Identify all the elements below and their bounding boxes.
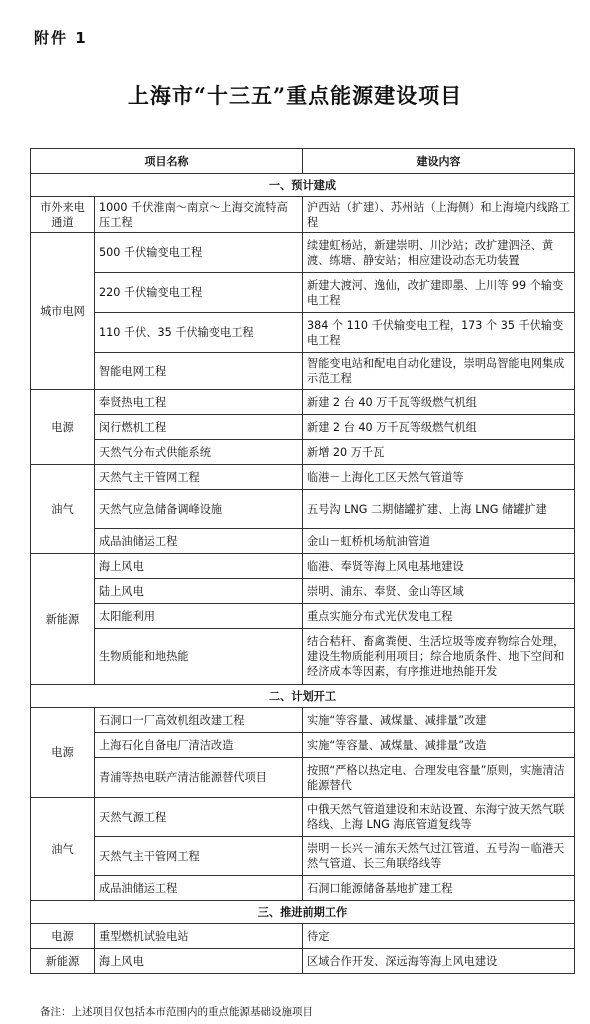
- project-name-cell: 生物质能和地热能: [95, 629, 303, 685]
- category-cell: 油气: [31, 798, 95, 901]
- table-row: [31, 313, 575, 353]
- table-row: [31, 529, 575, 554]
- category-cell: 电源: [31, 924, 95, 949]
- table-row: [31, 273, 575, 313]
- table-row: [31, 798, 575, 837]
- table-row: [31, 837, 575, 876]
- table-row: [31, 390, 575, 415]
- table-row: [31, 604, 575, 629]
- content-cell: 沪西站（扩建）、苏州站（上海侧）和上海境内线路工程: [303, 197, 575, 233]
- section-title: 一、预计建成: [31, 174, 575, 197]
- project-name-cell: 闵行燃机工程: [95, 415, 303, 440]
- table-row: [31, 733, 575, 758]
- projects-table: [30, 148, 575, 974]
- table-row: [31, 629, 575, 685]
- table-row: [31, 233, 575, 273]
- content-cell: 实施“等容量、减煤量、减排量”改建: [303, 708, 575, 733]
- table-row: [31, 876, 575, 901]
- table-row: [31, 353, 575, 390]
- project-name-cell: 天然气源工程: [95, 798, 303, 837]
- category-cell: 新能源: [31, 554, 95, 685]
- content-cell: 新建 2 台 40 万千瓦等级燃气机组: [303, 415, 575, 440]
- section-row: [31, 685, 575, 708]
- project-name-cell: 石洞口一厂高效机组改建工程: [95, 708, 303, 733]
- category-cell: 电源: [31, 708, 95, 798]
- project-name-cell: 成品油储运工程: [95, 876, 303, 901]
- table-row: [31, 579, 575, 604]
- content-cell: 新建 2 台 40 万千瓦等级燃气机组: [303, 390, 575, 415]
- project-name-cell: 上海石化自备电厂清洁改造: [95, 733, 303, 758]
- content-cell: 重点实施分布式光伏发电工程: [303, 604, 575, 629]
- attachment-label: 附件 1: [34, 29, 88, 47]
- content-cell: 按照“严格以热定电、合理发电容量”原则，实施清洁能源替代: [303, 758, 575, 798]
- table-row: [31, 197, 575, 233]
- category-cell: 油气: [31, 465, 95, 554]
- content-cell: 石洞口能源储备基地扩建工程: [303, 876, 575, 901]
- section-row: [31, 174, 575, 197]
- content-cell: 新增 20 万千瓦: [303, 440, 575, 465]
- table-row: [31, 758, 575, 798]
- table-row: [31, 949, 575, 974]
- project-name-cell: 1000 千伏淮南～南京～上海交流特高压工程: [95, 197, 303, 233]
- section-title: 三、推进前期工作: [31, 901, 575, 924]
- content-cell: 新建大渡河、逸仙，改扩建即墨、上川等 99 个输变电工程: [303, 273, 575, 313]
- project-name-cell: 天然气主干管网工程: [95, 465, 303, 490]
- content-cell: 区域合作开发、深远海等海上风电建设: [303, 949, 575, 974]
- project-name-cell: 奉贤热电工程: [95, 390, 303, 415]
- project-name-cell: 海上风电: [95, 949, 303, 974]
- content-cell: 临港－上海化工区天然气管道等: [303, 465, 575, 490]
- category-cell: 市外来电通道: [31, 197, 95, 233]
- table-row: [31, 415, 575, 440]
- project-name-cell: 天然气应急储备调峰设施: [95, 490, 303, 529]
- project-name-cell: 智能电网工程: [95, 353, 303, 390]
- content-cell: 中俄天然气管道建设和末站设置、东海宁波天然气联络线、上海 LNG 海底管道复线等: [303, 798, 575, 837]
- project-name-cell: 陆上风电: [95, 579, 303, 604]
- table-row: [31, 924, 575, 949]
- project-name-cell: 天然气分布式供能系统: [95, 440, 303, 465]
- section-title: 二、计划开工: [31, 685, 575, 708]
- content-cell: 续建虹杨站，新建崇明、川沙站；改扩建泗泾、黄渡、练塘、静安站；相应建设动态无功装置: [303, 233, 575, 273]
- col-header-content: 建设内容: [303, 149, 575, 174]
- table-row: [31, 554, 575, 579]
- page-title: 上海市“十三五”重点能源建设项目: [127, 83, 463, 108]
- project-name-cell: 天然气主干管网工程: [95, 837, 303, 876]
- category-cell: 新能源: [31, 949, 95, 974]
- content-cell: 待定: [303, 924, 575, 949]
- content-cell: 五号沟 LNG 二期储罐扩建、上海 LNG 储罐扩建: [303, 490, 575, 529]
- category-cell: 电源: [31, 390, 95, 465]
- table-header-row: [31, 149, 575, 174]
- content-cell: 实施“等容量、减煤量、减排量”改造: [303, 733, 575, 758]
- project-name-cell: 青浦等热电联产清洁能源替代项目: [95, 758, 303, 798]
- table-row: [31, 490, 575, 529]
- table-body: [31, 174, 575, 974]
- table-row: [31, 440, 575, 465]
- category-cell: 城市电网: [31, 233, 95, 390]
- col-header-project-name: 项目名称: [31, 149, 303, 174]
- project-name-cell: 500 千伏输变电工程: [95, 233, 303, 273]
- project-name-cell: 110 千伏、35 千伏输变电工程: [95, 313, 303, 353]
- project-name-cell: 成品油储运工程: [95, 529, 303, 554]
- project-name-cell: 太阳能利用: [95, 604, 303, 629]
- project-name-cell: 220 千伏输变电工程: [95, 273, 303, 313]
- content-cell: 智能变电站和配电自动化建设，崇明岛智能电网集成示范工程: [303, 353, 575, 390]
- table-row: [31, 708, 575, 733]
- content-cell: 临港、奉贤等海上风电基地建设: [303, 554, 575, 579]
- footnote: 备注：上述项目仅包括本市范围内的重点能源基础设施项目: [40, 1006, 313, 1018]
- table-row: [31, 465, 575, 490]
- content-cell: 384 个 110 千伏输变电工程，173 个 35 千伏输变电工程: [303, 313, 575, 353]
- content-cell: 金山－虹桥机场航油管道: [303, 529, 575, 554]
- project-name-cell: 重型燃机试验电站: [95, 924, 303, 949]
- section-row: [31, 901, 575, 924]
- content-cell: 结合秸秆、畜禽粪便、生活垃圾等废弃物综合处理，建设生物质能利用项目；综合地质条件、地下空间和经济成本等因素，有序推进地热能开发: [303, 629, 575, 685]
- project-name-cell: 海上风电: [95, 554, 303, 579]
- content-cell: 崇明、浦东、奉贤、金山等区域: [303, 579, 575, 604]
- content-cell: 崇明－长兴－浦东天然气过江管道、五号沟－临港天然气管道、长三角联络线等: [303, 837, 575, 876]
